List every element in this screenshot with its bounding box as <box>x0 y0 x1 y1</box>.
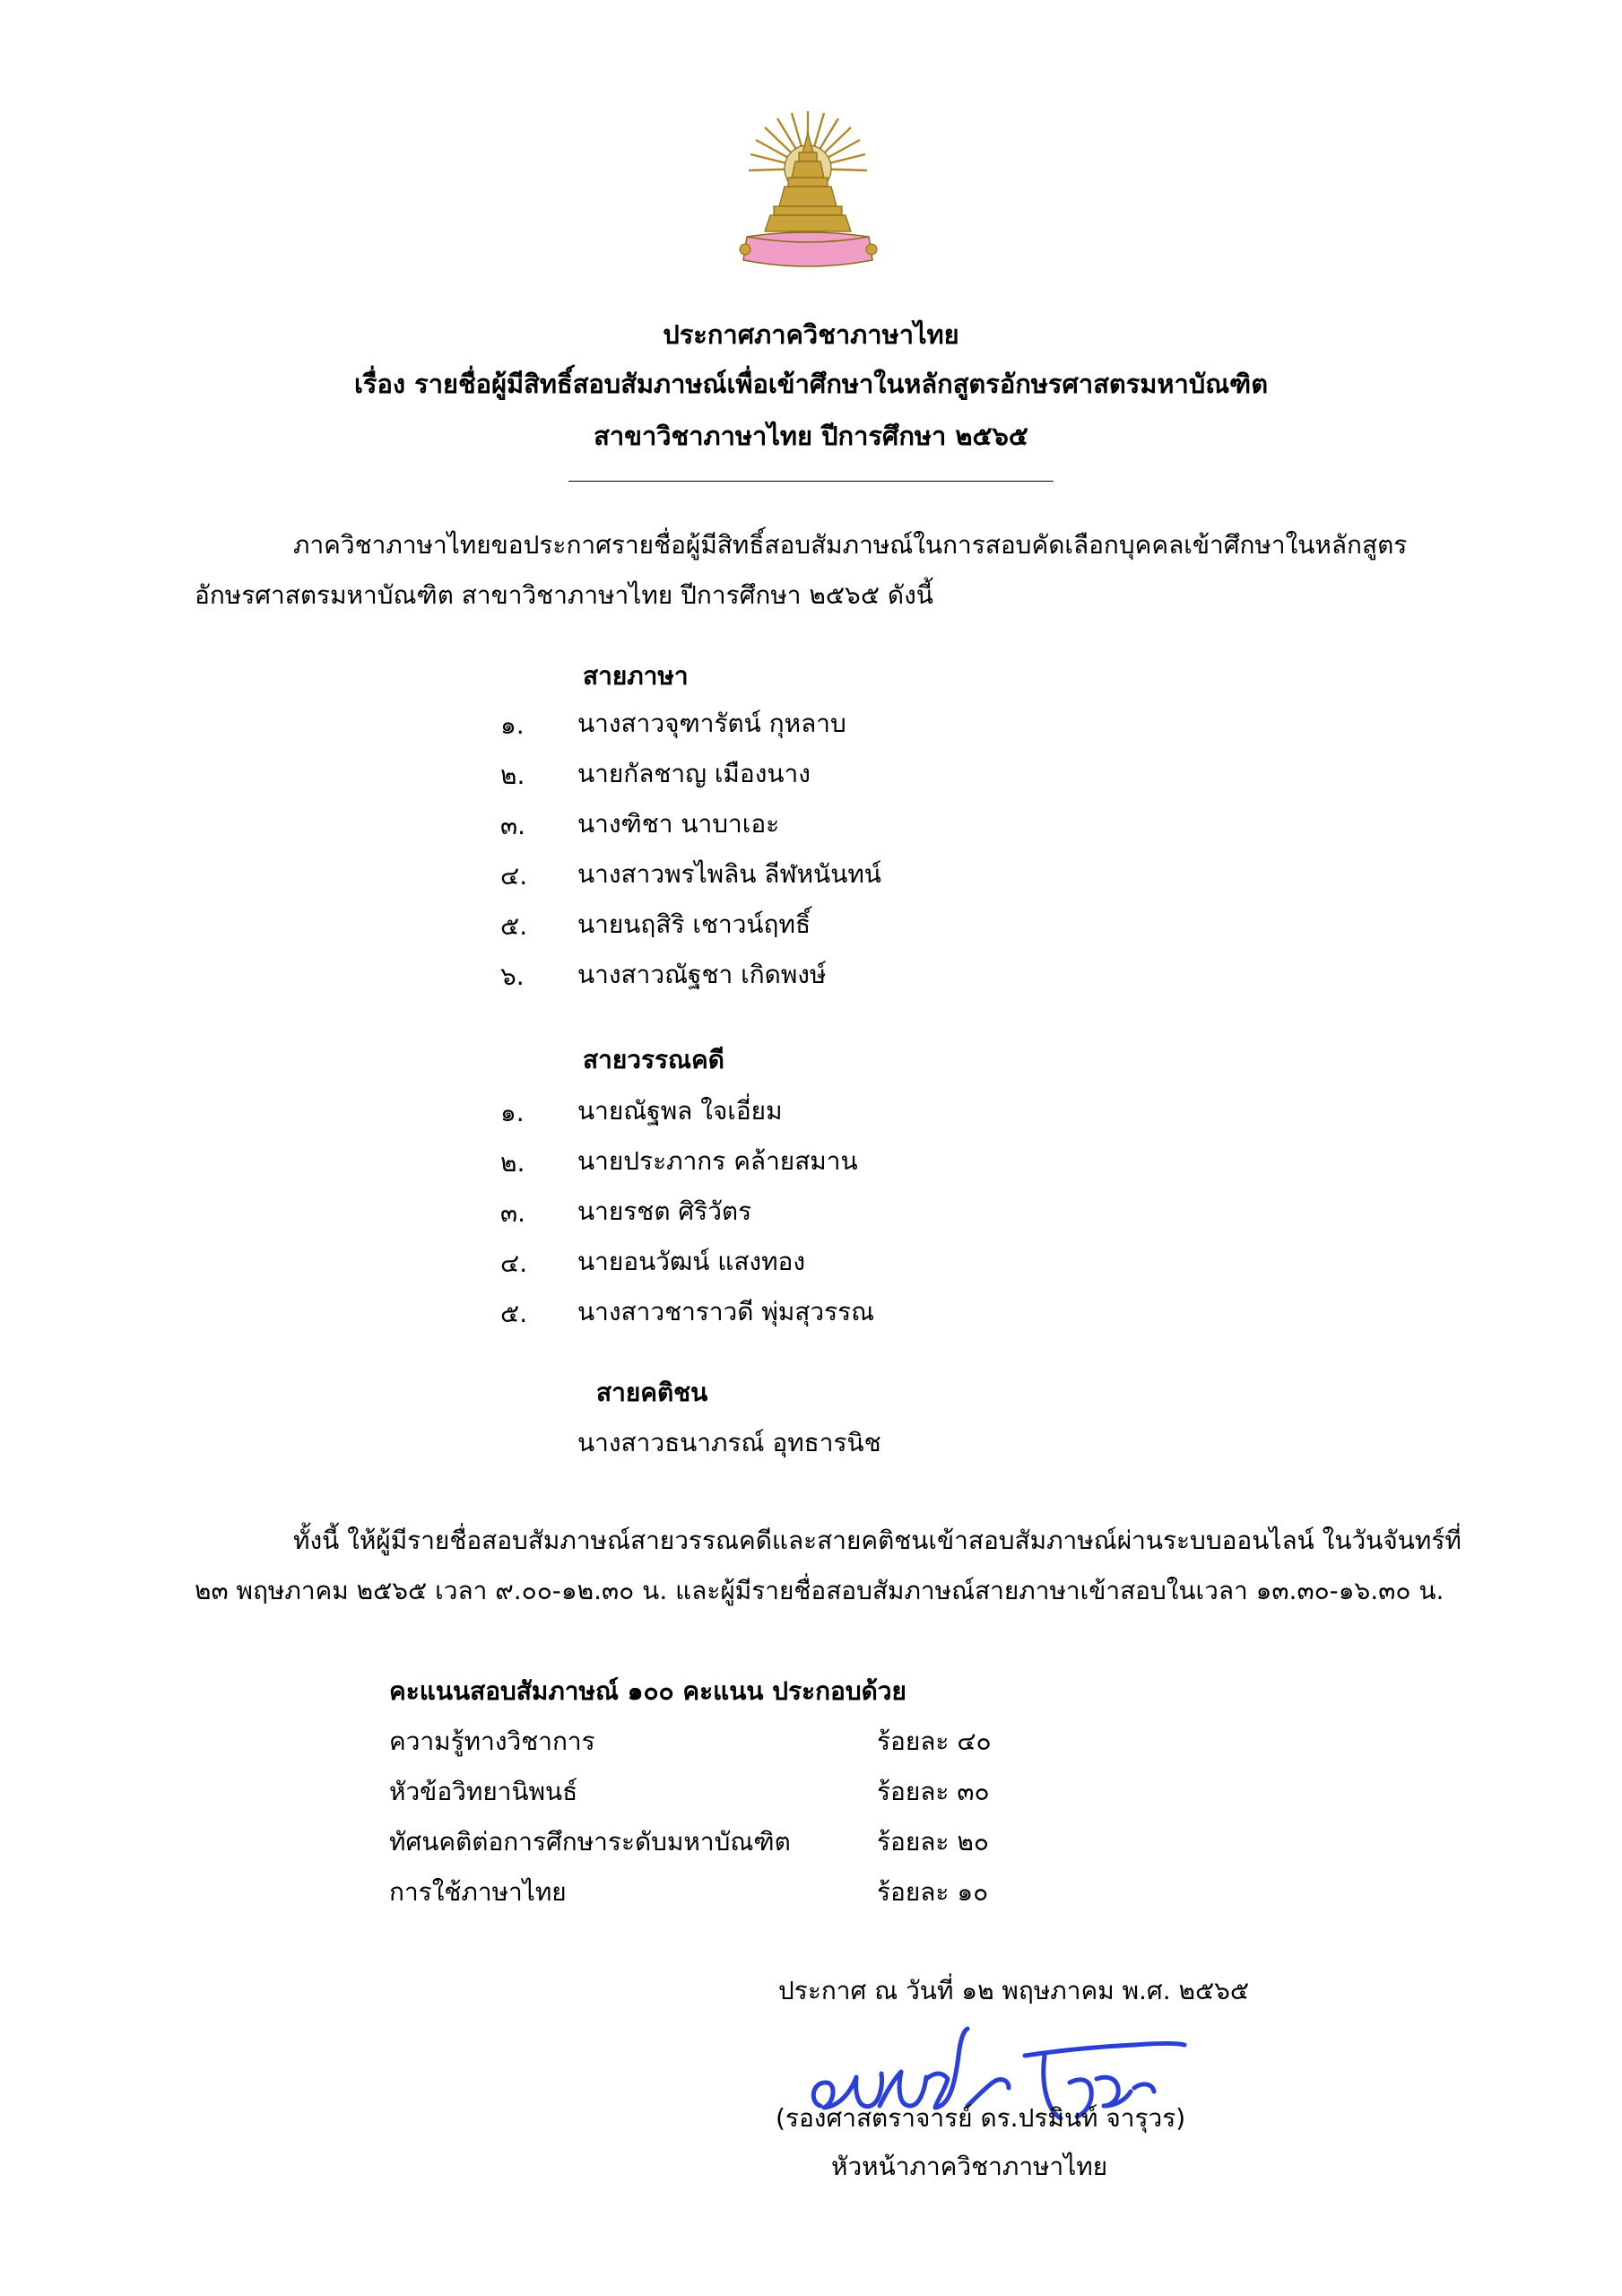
list-item-number: ๑. <box>500 710 525 740</box>
list-item-number: ๔. <box>500 861 528 891</box>
list-item-name: นางฑิชา นาบาเอะ <box>577 809 780 839</box>
list-item-number: ๕. <box>500 1299 528 1328</box>
list-item-number: ๒. <box>500 1148 525 1178</box>
list-item-name: นางสาวจุฑารัตน์ กุหลาบ <box>577 709 846 738</box>
scoring-criterion: ทัศนคติต่อการศึกษาระดับมหาบัณฑิต <box>389 1827 791 1857</box>
list-item-name: นางสาวพรไพลิน ลีฬหนันทน์ <box>577 859 881 889</box>
list-item-name: นายรชต ศิริวัตร <box>577 1196 752 1226</box>
announcement-date: ประกาศ ณ วันที่ ๑๒ พฤษภาคม พ.ศ. ๒๕๖๕ <box>778 1976 1250 2005</box>
list-item-name: นางสาวธนาภรณ์ อุทธารนิช <box>577 1428 881 1457</box>
announcement-program: สาขาวิชาภาษาไทย ปีการศึกษา ๒๕๖๕ <box>594 421 1028 451</box>
list-item-number: ๔. <box>500 1248 528 1278</box>
list-item-number: ๖. <box>500 961 525 991</box>
section-heading-literature: สายวรรณคดี <box>583 1045 724 1074</box>
scoring-heading: คะแนนสอบสัมภาษณ์ ๑๐๐ คะแนน ประกอบด้วย <box>389 1676 906 1706</box>
list-item-number: ๓. <box>500 811 526 840</box>
list-item-name: นายอนวัฒน์ แสงทอง <box>577 1247 806 1276</box>
list-item-number: ๕. <box>500 911 528 941</box>
list-item-name: นายประภากร คล้ายสมาน <box>577 1146 858 1176</box>
announcement-title: ประกาศภาควิชาภาษาไทย <box>663 319 959 350</box>
intro-line-1: ภาควิชาภาษาไทยขอประกาศรายชื่อผู้มีสิทธิ์สอบสัมภาษณ์ในการสอบคัดเลือกบุคคลเข้าศึกษาในหลักสูตร <box>293 530 1408 560</box>
section-heading-language: สายภาษา <box>583 661 689 691</box>
scoring-criterion: การใช้ภาษาไทย <box>389 1877 567 1907</box>
section-heading-folklore: สายคติชน <box>596 1378 708 1407</box>
scoring-criterion: ความรู้ทางวิชาการ <box>389 1726 595 1756</box>
scoring-weight: ร้อยละ ๒๐ <box>877 1827 989 1857</box>
scoring-weight: ร้อยละ ๓๐ <box>877 1777 990 1806</box>
announcement-subject: เรื่อง รายชื่อผู้มีสิทธิ์สอบสัมภาษณ์เพื่อเข้าศึกษาในหลักสูตรอักษรศาสตรมหาบัณฑิต <box>353 369 1269 399</box>
university-emblem-logo <box>738 106 879 276</box>
list-item-name: นายณัฐพล ใจเอี่ยม <box>577 1096 783 1126</box>
list-item-name: นางสาวณัฐชา เกิดพงษ์ <box>577 960 827 989</box>
scoring-weight: ร้อยละ ๔๐ <box>877 1726 992 1756</box>
intro-line-2: อักษรศาสตรมหาบัณฑิต สาขาวิชาภาษาไทย ปีการศึกษา ๒๕๖๕ ดังนี้ <box>195 580 933 610</box>
scoring-weight: ร้อยละ ๑๐ <box>877 1877 989 1907</box>
signer-name: (รองศาสตราจารย์ ดร.ปรมินท์ จารุวร) <box>776 2103 1186 2133</box>
signer-position: หัวหน้าภาควิชาภาษาไทย <box>831 2152 1108 2181</box>
schedule-line-1: ทั้งนี้ ให้ผู้มีรายชื่อสอบสัมภาษณ์สายวรรณคดีและสายคติชนเข้าสอบสัมภาษณ์ผ่านระบบออนไลน์ ในวันจันทร์ที่ <box>293 1526 1462 1555</box>
list-item-number: ๓. <box>500 1198 526 1228</box>
header-divider <box>568 481 1054 482</box>
schedule-line-2: ๒๓ พฤษภาคม ๒๕๖๕ เวลา ๙.๐๐-๑๒.๓๐ น. และผู้มีรายชื่อสอบสัมภาษณ์สายภาษาเข้าสอบในเวลา ๑๓.๓๐-๑๖.๓๐ น. <box>195 1576 1444 1605</box>
scoring-criterion: หัวข้อวิทยานิพนธ์ <box>389 1777 578 1806</box>
list-item-name: นายนฤสิริ เชาวน์ฤทธิ์ <box>577 909 811 939</box>
list-item-name: นางสาวชาราวดี พุ่มสุวรรณ <box>577 1297 875 1326</box>
list-item-number: ๒. <box>500 761 525 790</box>
list-item-name: นายกัลชาญ เมืองนาง <box>577 759 811 788</box>
list-item-number: ๑. <box>500 1098 525 1127</box>
